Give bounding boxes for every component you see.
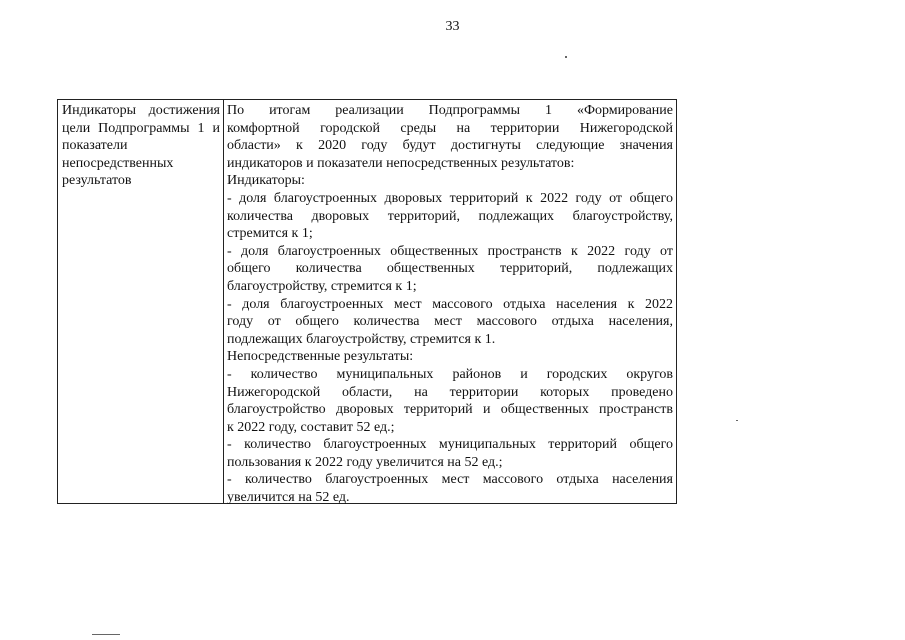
- content-line: комфортной городской среды на территории Нижегородской: [227, 120, 673, 136]
- content-line: - доля благоустроенных дворовых территорий к 2022 году от общего: [227, 190, 673, 206]
- content-line: Нижегородской области, на территории которых проведено: [227, 384, 673, 400]
- table-cell-content: [224, 100, 676, 506]
- content-line: стремится к 1;: [227, 226, 313, 242]
- content-line: увеличится на 52 ед.: [227, 490, 350, 506]
- heading-line: Индикаторы достижения: [62, 103, 220, 118]
- content-line: - количество благоустроенных мест массового отдыха населения: [227, 472, 673, 488]
- content-line: По итогам реализации Подпрограммы 1 «Формирование: [227, 103, 673, 118]
- content-line: - количество муниципальных районов и городских округов: [227, 366, 673, 382]
- table-cell-heading: [58, 100, 224, 503]
- content-line: Непосредственные результаты:: [227, 349, 414, 365]
- content-line: количества дворовых территорий, подлежащих благоустройству,: [227, 208, 673, 224]
- heading-line: результатов: [62, 173, 132, 189]
- content-line: индикаторов и показатели непосредственных результатов:: [227, 155, 575, 171]
- content-line: благоустройству, стремится к 1;: [227, 278, 417, 294]
- content-line: - доля благоустроенных общественных пространств к 2022 году от: [227, 243, 673, 259]
- indicators-table: [57, 99, 677, 504]
- scan-speck: [565, 56, 567, 58]
- page-number: 33: [445, 19, 460, 34]
- content-line: - доля благоустроенных мест массового отдыха населения к 2022: [227, 296, 673, 312]
- content-line: - количество благоустроенных муниципальных территорий общего: [227, 437, 673, 453]
- content-line: к 2022 году, составит 52 ед.;: [227, 419, 395, 435]
- heading-line: непосредственных: [62, 155, 174, 171]
- heading-line: показатели: [62, 138, 128, 154]
- content-line: благоустройство дворовых территорий и общественных пространств: [227, 402, 673, 418]
- content-line: Индикаторы:: [227, 173, 305, 189]
- scan-mark: [92, 634, 120, 635]
- heading-line: цели Подпрограммы 1 и: [62, 120, 220, 136]
- content-line: области» к 2020 году будут достигнуты следующие значения: [227, 138, 673, 154]
- content-line: пользования к 2022 году увеличится на 52 ед.;: [227, 454, 503, 470]
- content-line: подлежащих благоустройству, стремится к 1.: [227, 331, 496, 347]
- content-line: общего количества общественных территорий, подлежащих: [227, 261, 673, 277]
- content-line: году от общего количества мест массового отдыха населения,: [227, 314, 673, 330]
- scan-speck: [736, 420, 738, 421]
